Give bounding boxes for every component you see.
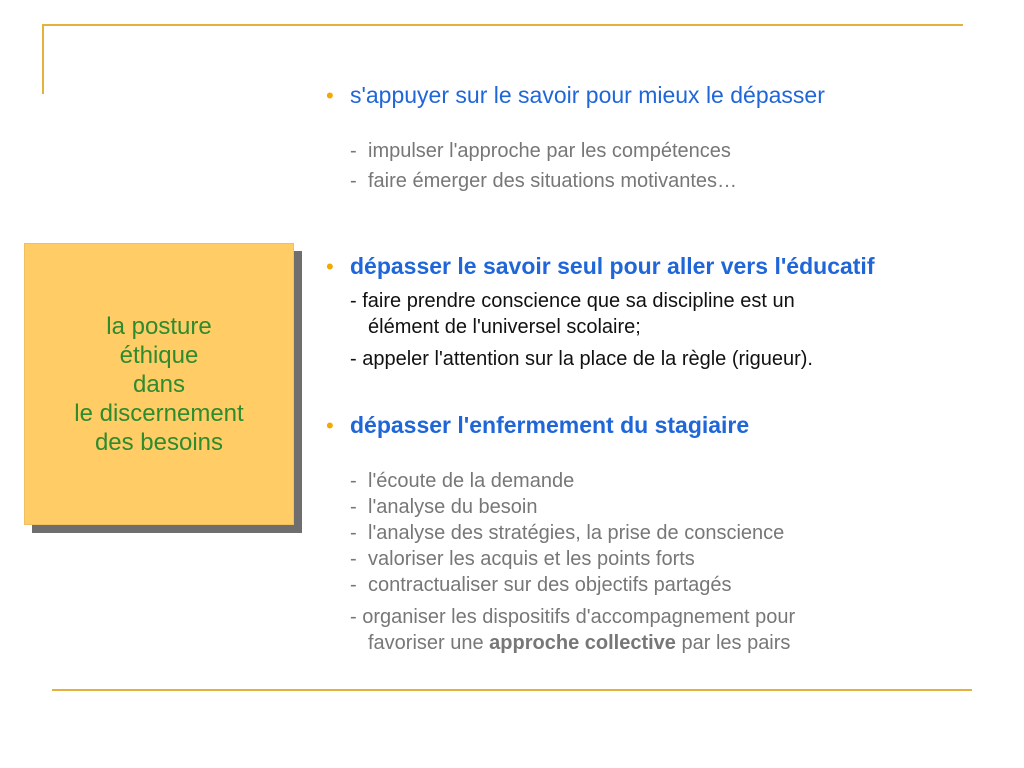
list-item-continuation: élément de l'universel scolaire; [368,316,641,338]
title-line-3: dans [132,370,186,398]
section-3-list [350,468,795,656]
dash-icon: - [350,548,357,570]
list-item [350,346,813,372]
title-line-2: éthique [119,341,199,369]
dash-icon: - [350,170,357,192]
continuation-text-after: par les pairs [675,632,791,654]
list-item-text: l'analyse des stratégies, la prise de conscience [368,522,785,544]
section-1-list [350,138,737,195]
section-2-heading: dépasser le savoir seul pour aller vers l'éducatif [350,253,875,279]
list-item [350,494,795,520]
dash-icon: - [350,290,357,312]
top-vertical-rule [42,24,44,94]
list-item-continuation [350,630,795,656]
section-1-heading: s'appuyer sur le savoir pour mieux le dépasser [350,82,825,108]
title-box [24,243,294,525]
title-box-text [74,312,243,457]
bullet-icon: • [326,254,334,279]
dash-icon: - [350,574,357,596]
dash-icon: - [350,522,357,544]
title-line-5: des besoins [94,428,224,456]
list-item-text: faire émerger des situations motivantes… [368,170,738,192]
dash-icon: - [350,470,357,492]
dash-icon: - [350,606,357,628]
bullet-icon: • [326,413,334,438]
title-line-4: le discernement [74,399,244,427]
list-item-text: appeler l'attention sur la place de la règle (rigueur). [362,348,813,370]
list-item [350,520,795,546]
list-item [350,468,795,494]
list-item [350,168,737,195]
list-item [350,288,813,340]
top-horizontal-rule [43,24,963,26]
continuation-text-before: favoriser une [368,632,490,654]
bottom-horizontal-rule [52,689,972,691]
title-line-1: la posture [106,312,212,340]
list-item [350,572,795,598]
bullet-icon: • [326,83,334,108]
list-item-text: l'écoute de la demande [368,470,575,492]
list-item-text: valoriser les acquis et les points forts [368,548,695,570]
dash-icon: - [350,496,357,518]
list-item-text: impulser l'approche par les compétences [368,140,731,162]
dash-icon: - [350,348,357,370]
section-2-list [350,288,813,372]
list-item [350,604,795,656]
dash-icon: - [350,140,357,162]
section-3-heading-row [326,412,749,439]
emphasis-text: approche collective [489,632,676,654]
section-1-heading-row [326,82,825,109]
list-item-text: contractualiser sur des objectifs partagés [368,574,732,596]
list-item-text: organiser les dispositifs d'accompagnement pour [362,606,796,628]
list-item-text: faire prendre conscience que sa discipline est un [362,290,795,312]
list-item-text: l'analyse du besoin [368,496,538,518]
list-item [350,546,795,572]
list-item [350,138,737,165]
section-3-heading: dépasser l'enfermement du stagiaire [350,412,750,438]
section-2-heading-row [326,253,875,280]
